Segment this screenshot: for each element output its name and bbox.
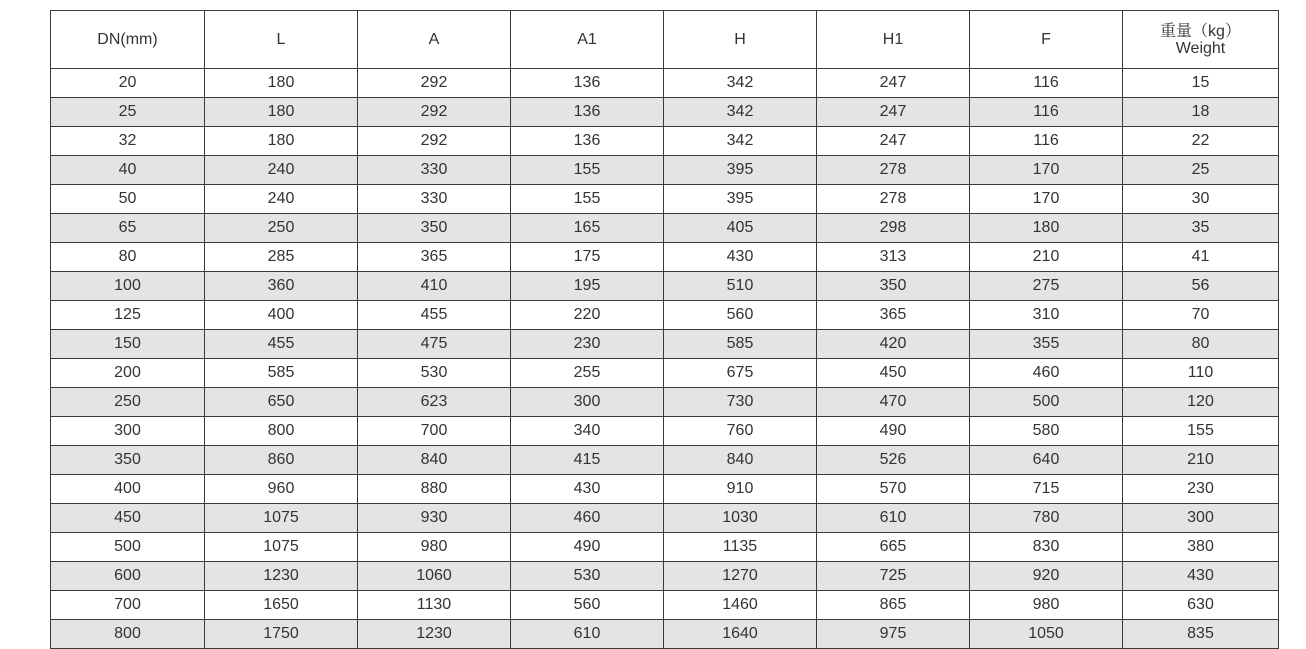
cell-dn: 80 xyxy=(51,243,205,272)
table-row xyxy=(51,533,1279,562)
cell-f: 275 xyxy=(970,272,1123,301)
cell-a1: 530 xyxy=(511,562,664,591)
cell-dn: 600 xyxy=(51,562,205,591)
cell-dn: 32 xyxy=(51,127,205,156)
cell-l: 240 xyxy=(205,185,358,214)
cell-a1: 430 xyxy=(511,475,664,504)
cell-l: 180 xyxy=(205,98,358,127)
cell-a: 330 xyxy=(358,185,511,214)
cell-dn: 250 xyxy=(51,388,205,417)
table-row xyxy=(51,475,1279,504)
cell-h1: 247 xyxy=(817,127,970,156)
header-weight-sublabel: Weight xyxy=(1175,39,1226,57)
cell-h: 430 xyxy=(664,243,817,272)
cell-dn: 400 xyxy=(51,475,205,504)
cell-a: 840 xyxy=(358,446,511,475)
table-row xyxy=(51,156,1279,185)
cell-a1: 490 xyxy=(511,533,664,562)
cell-l: 250 xyxy=(205,214,358,243)
cell-a1: 195 xyxy=(511,272,664,301)
cell-weight: 35 xyxy=(1123,214,1279,243)
cell-l: 1650 xyxy=(205,591,358,620)
cell-a1: 136 xyxy=(511,98,664,127)
cell-f: 500 xyxy=(970,388,1123,417)
cell-dn: 25 xyxy=(51,98,205,127)
cell-h: 342 xyxy=(664,127,817,156)
cell-weight: 155 xyxy=(1123,417,1279,446)
cell-dn: 350 xyxy=(51,446,205,475)
cell-a1: 340 xyxy=(511,417,664,446)
cell-h1: 865 xyxy=(817,591,970,620)
table-row xyxy=(51,446,1279,475)
cell-l: 650 xyxy=(205,388,358,417)
table-row xyxy=(51,359,1279,388)
cell-a1: 560 xyxy=(511,591,664,620)
cell-dn: 100 xyxy=(51,272,205,301)
cell-f: 460 xyxy=(970,359,1123,388)
cell-weight: 22 xyxy=(1123,127,1279,156)
cell-h1: 450 xyxy=(817,359,970,388)
cell-h1: 570 xyxy=(817,475,970,504)
cell-a1: 155 xyxy=(511,185,664,214)
table-row xyxy=(51,272,1279,301)
cell-f: 580 xyxy=(970,417,1123,446)
cell-weight: 15 xyxy=(1123,69,1279,98)
table-row xyxy=(51,127,1279,156)
cell-a: 530 xyxy=(358,359,511,388)
cell-f: 830 xyxy=(970,533,1123,562)
cell-h: 1270 xyxy=(664,562,817,591)
cell-h1: 247 xyxy=(817,69,970,98)
cell-f: 780 xyxy=(970,504,1123,533)
table-row xyxy=(51,69,1279,98)
cell-h1: 725 xyxy=(817,562,970,591)
cell-l: 1230 xyxy=(205,562,358,591)
cell-h1: 365 xyxy=(817,301,970,330)
table-row xyxy=(51,620,1279,649)
cell-f: 116 xyxy=(970,127,1123,156)
cell-a1: 220 xyxy=(511,301,664,330)
cell-h1: 420 xyxy=(817,330,970,359)
cell-l: 455 xyxy=(205,330,358,359)
cell-f: 980 xyxy=(970,591,1123,620)
header-h1: H1 xyxy=(817,11,970,69)
cell-dn: 500 xyxy=(51,533,205,562)
cell-a: 1060 xyxy=(358,562,511,591)
cell-dn: 450 xyxy=(51,504,205,533)
cell-a: 292 xyxy=(358,127,511,156)
cell-a1: 415 xyxy=(511,446,664,475)
cell-f: 116 xyxy=(970,69,1123,98)
cell-a: 1130 xyxy=(358,591,511,620)
cell-l: 585 xyxy=(205,359,358,388)
cell-dn: 800 xyxy=(51,620,205,649)
header-weight xyxy=(1123,11,1279,69)
cell-h: 1135 xyxy=(664,533,817,562)
cell-a: 455 xyxy=(358,301,511,330)
cell-h: 585 xyxy=(664,330,817,359)
cell-dn: 300 xyxy=(51,417,205,446)
cell-weight: 120 xyxy=(1123,388,1279,417)
cell-a: 292 xyxy=(358,69,511,98)
table-row xyxy=(51,185,1279,214)
cell-weight: 630 xyxy=(1123,591,1279,620)
cell-weight: 835 xyxy=(1123,620,1279,649)
cell-f: 116 xyxy=(970,98,1123,127)
cell-weight: 300 xyxy=(1123,504,1279,533)
header-l: L xyxy=(205,11,358,69)
header-a: A xyxy=(358,11,511,69)
cell-l: 860 xyxy=(205,446,358,475)
cell-weight: 18 xyxy=(1123,98,1279,127)
table-row xyxy=(51,214,1279,243)
cell-dn: 20 xyxy=(51,69,205,98)
cell-l: 360 xyxy=(205,272,358,301)
cell-weight: 30 xyxy=(1123,185,1279,214)
cell-weight: 110 xyxy=(1123,359,1279,388)
cell-h1: 665 xyxy=(817,533,970,562)
table-row xyxy=(51,388,1279,417)
cell-a: 930 xyxy=(358,504,511,533)
cell-h1: 350 xyxy=(817,272,970,301)
cell-a1: 300 xyxy=(511,388,664,417)
cell-dn: 700 xyxy=(51,591,205,620)
cell-weight: 56 xyxy=(1123,272,1279,301)
cell-weight: 210 xyxy=(1123,446,1279,475)
header-f: F xyxy=(970,11,1123,69)
cell-a: 330 xyxy=(358,156,511,185)
cell-h: 342 xyxy=(664,69,817,98)
cell-h: 730 xyxy=(664,388,817,417)
cell-l: 1750 xyxy=(205,620,358,649)
cell-h1: 975 xyxy=(817,620,970,649)
cell-a: 623 xyxy=(358,388,511,417)
cell-l: 240 xyxy=(205,156,358,185)
table-row xyxy=(51,330,1279,359)
cell-a: 475 xyxy=(358,330,511,359)
cell-a1: 610 xyxy=(511,620,664,649)
cell-a1: 175 xyxy=(511,243,664,272)
cell-h: 395 xyxy=(664,185,817,214)
cell-a: 1230 xyxy=(358,620,511,649)
cell-h1: 298 xyxy=(817,214,970,243)
cell-weight: 80 xyxy=(1123,330,1279,359)
cell-h: 510 xyxy=(664,272,817,301)
cell-f: 920 xyxy=(970,562,1123,591)
cell-weight: 70 xyxy=(1123,301,1279,330)
cell-f: 170 xyxy=(970,156,1123,185)
cell-f: 180 xyxy=(970,214,1123,243)
cell-a: 365 xyxy=(358,243,511,272)
cell-f: 355 xyxy=(970,330,1123,359)
cell-l: 180 xyxy=(205,127,358,156)
cell-f: 640 xyxy=(970,446,1123,475)
cell-a1: 460 xyxy=(511,504,664,533)
cell-weight: 430 xyxy=(1123,562,1279,591)
dimensions-table xyxy=(50,10,1279,649)
cell-a: 700 xyxy=(358,417,511,446)
header-row xyxy=(51,11,1279,69)
table-row xyxy=(51,417,1279,446)
header-h: H xyxy=(664,11,817,69)
cell-weight: 230 xyxy=(1123,475,1279,504)
cell-h: 1460 xyxy=(664,591,817,620)
table-row xyxy=(51,562,1279,591)
table-row xyxy=(51,504,1279,533)
cell-h: 1640 xyxy=(664,620,817,649)
cell-h: 1030 xyxy=(664,504,817,533)
cell-weight: 380 xyxy=(1123,533,1279,562)
cell-h1: 526 xyxy=(817,446,970,475)
cell-f: 310 xyxy=(970,301,1123,330)
cell-h1: 470 xyxy=(817,388,970,417)
cell-a: 350 xyxy=(358,214,511,243)
cell-h1: 278 xyxy=(817,185,970,214)
cell-l: 180 xyxy=(205,69,358,98)
cell-l: 1075 xyxy=(205,504,358,533)
table-row xyxy=(51,98,1279,127)
table-row xyxy=(51,243,1279,272)
cell-dn: 150 xyxy=(51,330,205,359)
cell-h1: 247 xyxy=(817,98,970,127)
cell-f: 1050 xyxy=(970,620,1123,649)
cell-a: 292 xyxy=(358,98,511,127)
cell-h1: 490 xyxy=(817,417,970,446)
cell-l: 1075 xyxy=(205,533,358,562)
table-row xyxy=(51,301,1279,330)
header-dn: DN(mm) xyxy=(51,11,205,69)
cell-a1: 230 xyxy=(511,330,664,359)
cell-h1: 278 xyxy=(817,156,970,185)
cell-l: 960 xyxy=(205,475,358,504)
cell-l: 285 xyxy=(205,243,358,272)
cell-a1: 255 xyxy=(511,359,664,388)
cell-h: 405 xyxy=(664,214,817,243)
cell-dn: 50 xyxy=(51,185,205,214)
cell-weight: 41 xyxy=(1123,243,1279,272)
header-a1: A1 xyxy=(511,11,664,69)
cell-weight: 25 xyxy=(1123,156,1279,185)
cell-dn: 65 xyxy=(51,214,205,243)
cell-dn: 125 xyxy=(51,301,205,330)
cell-h: 675 xyxy=(664,359,817,388)
cell-h: 760 xyxy=(664,417,817,446)
cell-h: 910 xyxy=(664,475,817,504)
dimensions-table-container xyxy=(50,10,1278,649)
cell-h: 840 xyxy=(664,446,817,475)
cell-dn: 40 xyxy=(51,156,205,185)
cell-dn: 200 xyxy=(51,359,205,388)
cell-f: 715 xyxy=(970,475,1123,504)
cell-h1: 610 xyxy=(817,504,970,533)
cell-h: 560 xyxy=(664,301,817,330)
cell-a1: 136 xyxy=(511,127,664,156)
cell-a: 410 xyxy=(358,272,511,301)
cell-h1: 313 xyxy=(817,243,970,272)
cell-h: 395 xyxy=(664,156,817,185)
table-header xyxy=(51,11,1279,69)
table-row xyxy=(51,591,1279,620)
cell-a1: 165 xyxy=(511,214,664,243)
table-body xyxy=(51,69,1279,649)
cell-f: 170 xyxy=(970,185,1123,214)
cell-f: 210 xyxy=(970,243,1123,272)
cell-a: 880 xyxy=(358,475,511,504)
cell-l: 800 xyxy=(205,417,358,446)
cell-h: 342 xyxy=(664,98,817,127)
cell-a1: 155 xyxy=(511,156,664,185)
header-weight-label: 重量（kg） xyxy=(1160,22,1241,40)
cell-a: 980 xyxy=(358,533,511,562)
cell-l: 400 xyxy=(205,301,358,330)
cell-a1: 136 xyxy=(511,69,664,98)
